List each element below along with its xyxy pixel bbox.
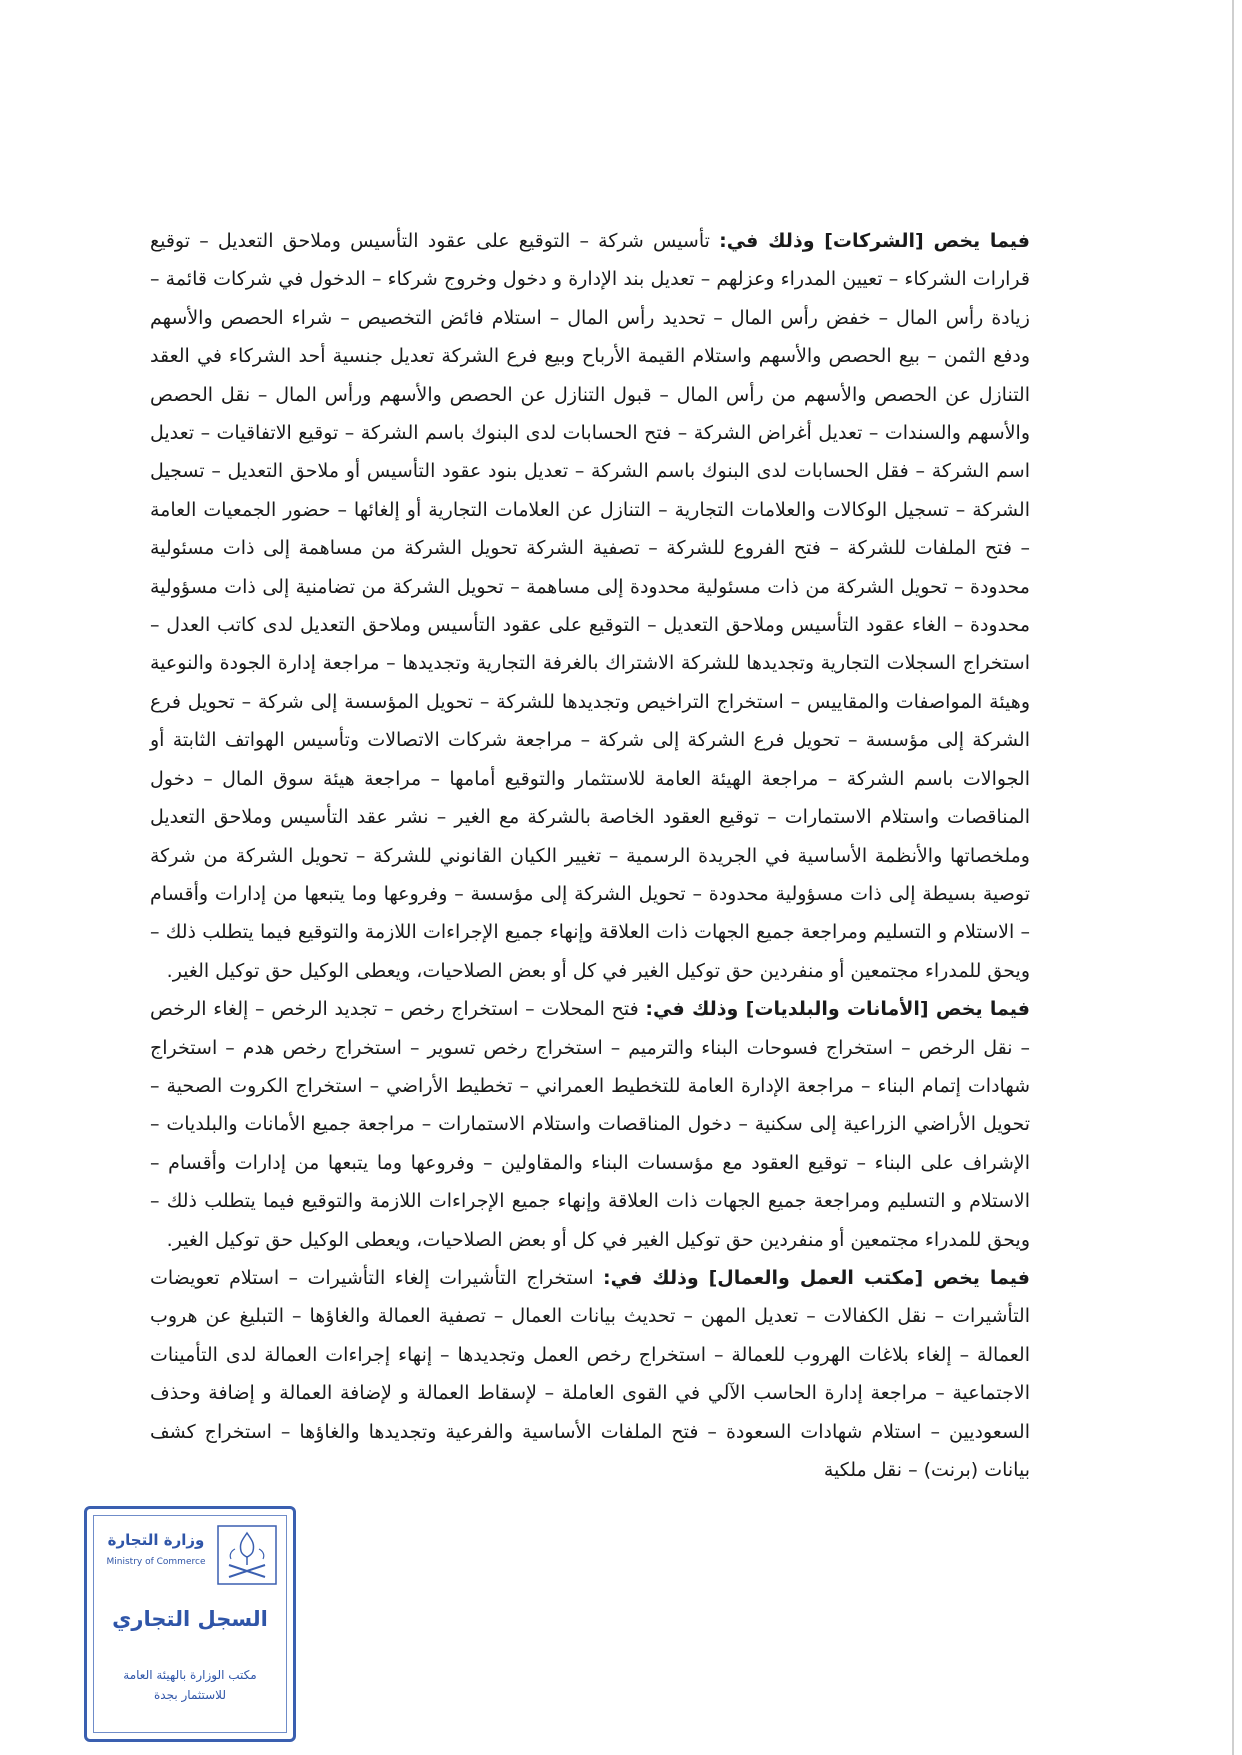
document-body	[150, 222, 1030, 1489]
stamp-office-line: للاستثمار بجدة	[154, 1688, 226, 1702]
stamp-office-text	[95, 1665, 285, 1705]
stamp-registry-title: السجل التجاري	[112, 1607, 268, 1631]
section-companies	[150, 222, 1030, 990]
section-labor-office	[150, 1259, 1030, 1489]
section-heading: فيما يخص [الأمانات والبلديات] وذلك في:	[645, 998, 1030, 1021]
page-edge-line	[1232, 0, 1234, 1755]
section-text: استخراج التأشيرات إلغاء التأشيرات – استلام تعويضات التأشيرات – نقل الكفالات – تعديل المهن – تحديث بيانات العمال – تصفية العمالة والغاؤها – التبليغ عن هروب العمالة – إلغاء بلاغات الهروب للعمالة – استخراج رخص العمل وتجديدها – إنهاء إجراءات العمالة لدى التأمينات الاجتماعية – مراجعة إدارة الحاسب الآلي في القوى العاملة – لإسقاط العمالة و لإضافة العمالة و إضافة وحذف السعوديين – استلام شهادات السعودة – فتح الملفات الأساسية والفرعية وتجديدها والغاؤها – استخراج كشف بيانات (برنت) – نقل ملكية	[150, 1266, 1030, 1481]
saudi-emblem-icon	[217, 1525, 277, 1585]
section-text: تأسيس شركة – التوقيع على عقود التأسيس وملاحق التعديل – توقيع قرارات الشركاء – تعيين المدراء وعزلهم – تعديل بند الإدارة و دخول وخروج شركاء – الدخول في شركات قائمة – زيادة رأس المال – خفض رأس المال – تحديد رأس المال – استلام فائض التخصيص – شراء الحصص والأسهم ودفع الثمن – بيع الحصص والأسهم واستلام القيمة الأرباح وبيع فرع الشركة تعديل جنسية أحد الشركاء في العقد التنازل عن الحصص والأسهم من رأس المال – قبول التنازل عن الحصص والأسهم ورأس المال – نقل الحصص والأسهم والسندات – تعديل أغراض الشركة – فتح الحسابات لدى البنوك باسم الشركة – توقيع الاتفاقيات – تعديل اسم الشركة – فقل الحسابات لدى البنوك باسم الشركة – تعديل بنود عقود التأسيس أو ملاحق التعديل – تسجيل الشركة – تسجيل الوكالات والعلامات التجارية – التنازل عن العلامات التجارية أو إلغائها – حضور الجمعيات العامة – فتح الملفات للشركة – فتح الفروع للشركة – تصفية الشركة تحويل الشركة من مساهمة إلى ذات مسئولية محدودة – تحويل الشركة من ذات مسئولية محدودة إلى مساهمة – تحويل الشركة من تضامنية إلى ذات مسؤولية محدودة – الغاء عقود التأسيس وملاحق التعديل – التوقيع على عقود التأسيس وملاحق التعديل لدى كاتب العدل – استخراج السجلات التجارية وتجديدها للشركة الاشتراك بالغرفة التجارية وتجديدها – مراجعة إدارة الجودة والنوعية وهيئة المواصفات والمقاييس – استخراج التراخيص وتجديدها للشركة – تحويل المؤسسة إلى شركة – تحويل فرع الشركة إلى مؤسسة – تحويل فرع الشركة إلى شركة – مراجعة شركات الاتصالات وتأسيس الهواتف الثابتة أو الجوالات باسم الشركة – مراجعة الهيئة العامة للاستثمار والتوقيع أمامها – مراجعة هيئة سوق المال – دخول المناقصات واستلام الاستمارات – توقيع العقود الخاصة بالشركة مع الغير – نشر عقد التأسيس وملاحق التعديل وملخصاتها والأنظمة الأساسية في الجريدة الرسمية – تغيير الكيان القانوني للشركة – تحويل الشركة من شركة توصية بسيطة إلى ذات مسؤولية محدودة – تحويل الشركة إلى مؤسسة – وفروعها وما يتبعها من إدارات وأقسام – الاستلام و التسليم ومراجعة جميع الجهات ذات العلاقة وإنهاء جميع الإجراءات اللازمة والتوقيع فيما يتطلب ذلك – ويحق للمدراء مجتمعين أو منفردين حق توكيل الغير في كل أو بعض الصلاحيات، ويعطى الوكيل حق توكيل الغير.	[150, 230, 1030, 982]
stamp-ministry-english: Ministry of Commerce	[106, 1557, 206, 1567]
section-text: فتح المحلات – استخراج رخص – تجديد الرخص – إلغاء الرخص – نقل الرخص – استخراج فسوحات البناء والترميم – استخراج رخص تسوير – استخراج رخص هدم – استخراج شهادات إتمام البناء – مراجعة الإدارة العامة للتخطيط العمراني – تخطيط الأراضي – استخراج الكروت الصحية – تحويل الأراضي الزراعية إلى سكنية – دخول المناقصات واستلام الاستمارات – مراجعة جميع الأمانات والبلديات – الإشراف على البناء – توقيع العقود مع مؤسسات البناء والمقاولين – وفروعها وما يتبعها من إدارات وأقسام – الاستلام و التسليم ومراجعة جميع الجهات ذات العلاقة وإنهاء جميع الإجراءات اللازمة والتوقيع فيما يتطلب ذلك – ويحق للمدراء مجتمعين أو منفردين حق توكيل الغير في كل أو بعض الصلاحيات، ويعطى الوكيل حق توكيل الغير.	[150, 998, 1030, 1251]
stamp-ministry-arabic: وزارة التجارة	[107, 1531, 205, 1549]
section-municipalities	[150, 990, 1030, 1259]
section-heading: فيما يخص [الشركات] وذلك في:	[719, 230, 1031, 252]
section-heading: فيما يخص [مكتب العمل والعمال] وذلك في:	[603, 1266, 1030, 1289]
ministry-stamp	[84, 1506, 296, 1742]
stamp-office-line: مكتب الوزارة بالهيئة العامة	[123, 1668, 257, 1682]
